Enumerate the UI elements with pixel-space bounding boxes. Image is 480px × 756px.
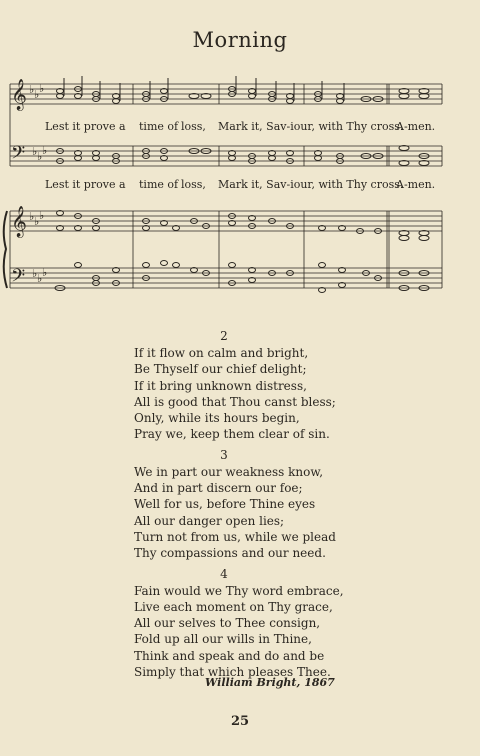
treble-lyric-1: Lest it prove a [45,120,126,133]
verse-line: Turn not from us, while we plead [134,529,336,544]
verses [134,328,434,684]
staff-bass-2 [10,268,442,288]
treble-lyric-2: time of [139,120,179,133]
svg-text:𝄞: 𝄞 [11,79,27,110]
svg-text:♭: ♭ [37,150,43,163]
verse-line: Be Thyself our chief delight; [134,362,307,377]
sheet-music [0,70,480,300]
verse-number: 2 [220,329,228,343]
verse-line: Fain would we Thy word embrace, [134,583,344,598]
bass-lyric-5: A-men. [396,178,436,191]
bass-lyric-3: loss, [181,178,206,191]
svg-text:♭: ♭ [29,83,35,96]
verse-number: 3 [220,447,228,462]
svg-text:♭: ♭ [37,272,43,285]
svg-text:♭: ♭ [39,82,45,95]
svg-text:𝄢: 𝄢 [11,143,26,168]
svg-text:♭: ♭ [39,209,45,222]
svg-text:♭: ♭ [29,210,35,223]
verse-line: Well for us, before Thine eyes [134,497,316,512]
verse-2 [134,328,434,443]
svg-text:♭: ♭ [42,144,48,157]
svg-text:♭: ♭ [34,88,40,101]
verse-line: All our selves to Thee consign, [134,616,321,631]
verse-line: We in part our weakness know, [134,464,324,479]
page-number: 25 [230,714,250,729]
treble-lyric-3: loss, [181,120,206,133]
svg-text:♭: ♭ [32,145,38,158]
verse-line: Only, while its hours begin, [134,411,300,426]
treble-lyric-5: A-men. [396,120,436,133]
treble-lyric-4: Mark it, Sav-iour, with Thy cross. [218,120,404,133]
svg-text:𝄞: 𝄞 [11,206,27,237]
verse-3 [134,447,434,562]
verse-line: If it bring unknown distress, [134,378,307,393]
verse-line: Live each moment on Thy grace, [134,599,333,614]
verse-line: Simply that which pleases Thee. [134,665,331,680]
attribution [205,676,335,689]
bass-lyric-4: Mark it, Sav-iour, with Thy cross. [218,178,404,191]
bass-lyric-2: time of [139,178,179,191]
svg-text:♭: ♭ [34,215,40,228]
bass-lyric-1: Lest it prove a [45,178,126,191]
author-name: William Bright, [205,676,301,689]
verse-line: All is good that Thou canst bless; [134,394,336,409]
svg-text:𝄢: 𝄢 [11,266,26,291]
verse-line: And in part discern our foe; [134,481,303,496]
svg-text:♭: ♭ [42,266,48,279]
verse-line: Think and speak and do and be [134,648,325,663]
verse-line: Thy compassions and our need. [134,546,326,561]
verse-4 [134,566,434,681]
verse-line: Pray we, keep them clear of sin. [134,427,330,442]
verse-number: 4 [220,566,228,581]
verse-line: Fold up all our wills in Thine, [134,632,312,647]
verse-line: All our danger open lies; [134,513,285,528]
verse-line: If it flow on calm and bright, [134,346,309,360]
barlines-2 [10,211,442,288]
svg-text:♭: ♭ [32,267,38,280]
author-year: 1867 [304,676,335,689]
hymn-title: Morning [192,28,288,52]
